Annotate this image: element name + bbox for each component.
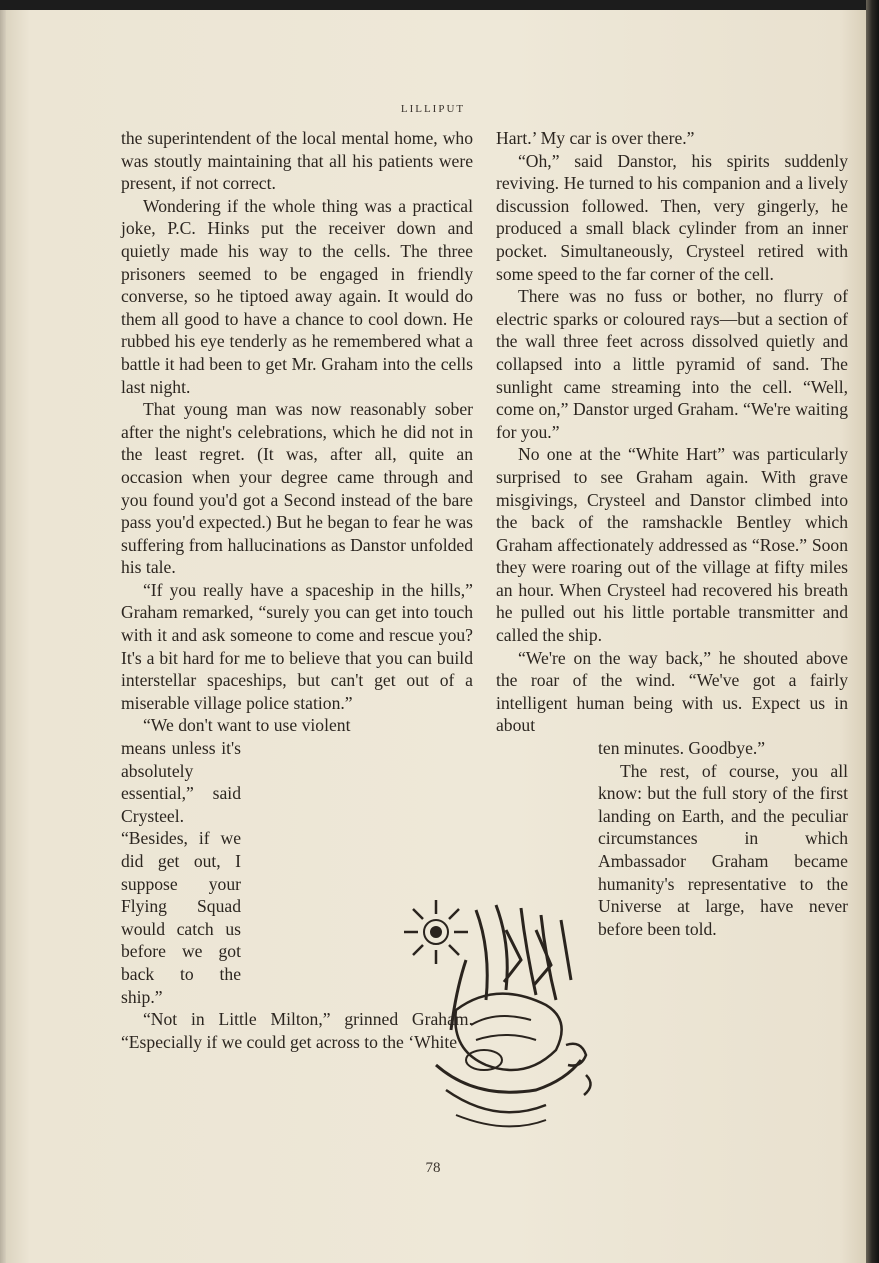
right-column <box>496 127 848 973</box>
paragraph: ten minutes. Goodbye.” <box>598 738 766 759</box>
paragraph: “Not in Little Milton,” grinned Graham. “Especially if we could get across to the ‘White <box>121 1009 473 1052</box>
sun-and-figure-illustration-icon <box>396 890 606 1140</box>
book-spine <box>866 0 879 1263</box>
paragraph: The rest, of course, you all know: but the full story of the first landing on Earth, and the peculiar circumstances in which Ambassador Graham became humanity's representative to the Universe at large, have never before been told. <box>598 760 848 939</box>
paragraph: Wondering if the whole thing was a practical joke, P.C. Hinks put the receiver down and quietly made his way to the cells. The three prisoners seemed to be engaged in friendly converse, so he tiptoed away again. It would do them all good to have a chance to cool down. He rubbed his eye tenderly as he remembered what a battle it had been to get Mr. Graham into the cells last night. <box>121 195 473 397</box>
paragraph: “If you really have a spaceship in the hills,” Graham remarked, “surely you can get into touch with it and ask someone to come and rescue you? It's a bit hard for me to believe that you can build interstellar spaceships, but can't get out of a miserable village police station.” <box>121 579 473 713</box>
running-head: LILLIPUT <box>400 103 466 115</box>
paragraph: “Oh,” said Danstor, his spirits suddenly reviving. He turned to his companion and a lively discussion followed. Then, very gingerly, he produced a small black cylinder from an inner pocket. Simultaneously, Crysteel retired with some speed to the far corner of the cell. <box>496 150 848 284</box>
paragraph: “We don't want to use violent <box>143 715 351 736</box>
paragraph: means unless it's absolutely essential,” said Crysteel. “Besides, if we did get out, I suppose your Flying Squad would catch us before we got back to the ship.” <box>121 738 241 1007</box>
paragraph: That young man was now reasonably sober after the night's celebrations, which he did not in the least regret. (It was, after all, quite an occasion when your degree came through and you found you'd got a Second instead of the bare pass you'd expected.) But he began to fear he was suffering from hallucinations as Danstor unfolded his tale. <box>121 399 473 578</box>
paragraph: No one at the “White Hart” was particularly surprised to see Graham again. With grave misgivings, Crysteel and Danstor climbed into the back of the ramshackle Bentley which Graham affectionately addressed as “Rose.” Soon they were roaring out of the village at fifty miles an hour. When Crysteel had recovered his breath he pulled out his little portable transmitter and called the ship. <box>496 444 848 646</box>
paragraph: “We're on the way back,” he shouted above the roar of the wind. “We've got a fairly intelligent human being with us. Expect us in about <box>496 647 848 736</box>
magazine-page <box>0 10 866 1263</box>
page-edge <box>0 10 6 1263</box>
paragraph: There was no fuss or bother, no flurry of electric sparks or coloured rays—but a section of the wall three feet across dissolved quietly and collapsed into a little pyramid of sand. The sunlight came streaming into the cell. “Well, come on,” Danstor urged Graham. “We're waiting for you.” <box>496 286 848 442</box>
paragraph: Hart.’ My car is over there.” <box>496 128 695 148</box>
page-number: 78 <box>425 1160 441 1176</box>
paragraph: the superintendent of the local mental home, who was stoutly maintaining that all his patients were present, if not correct. <box>121 128 473 194</box>
